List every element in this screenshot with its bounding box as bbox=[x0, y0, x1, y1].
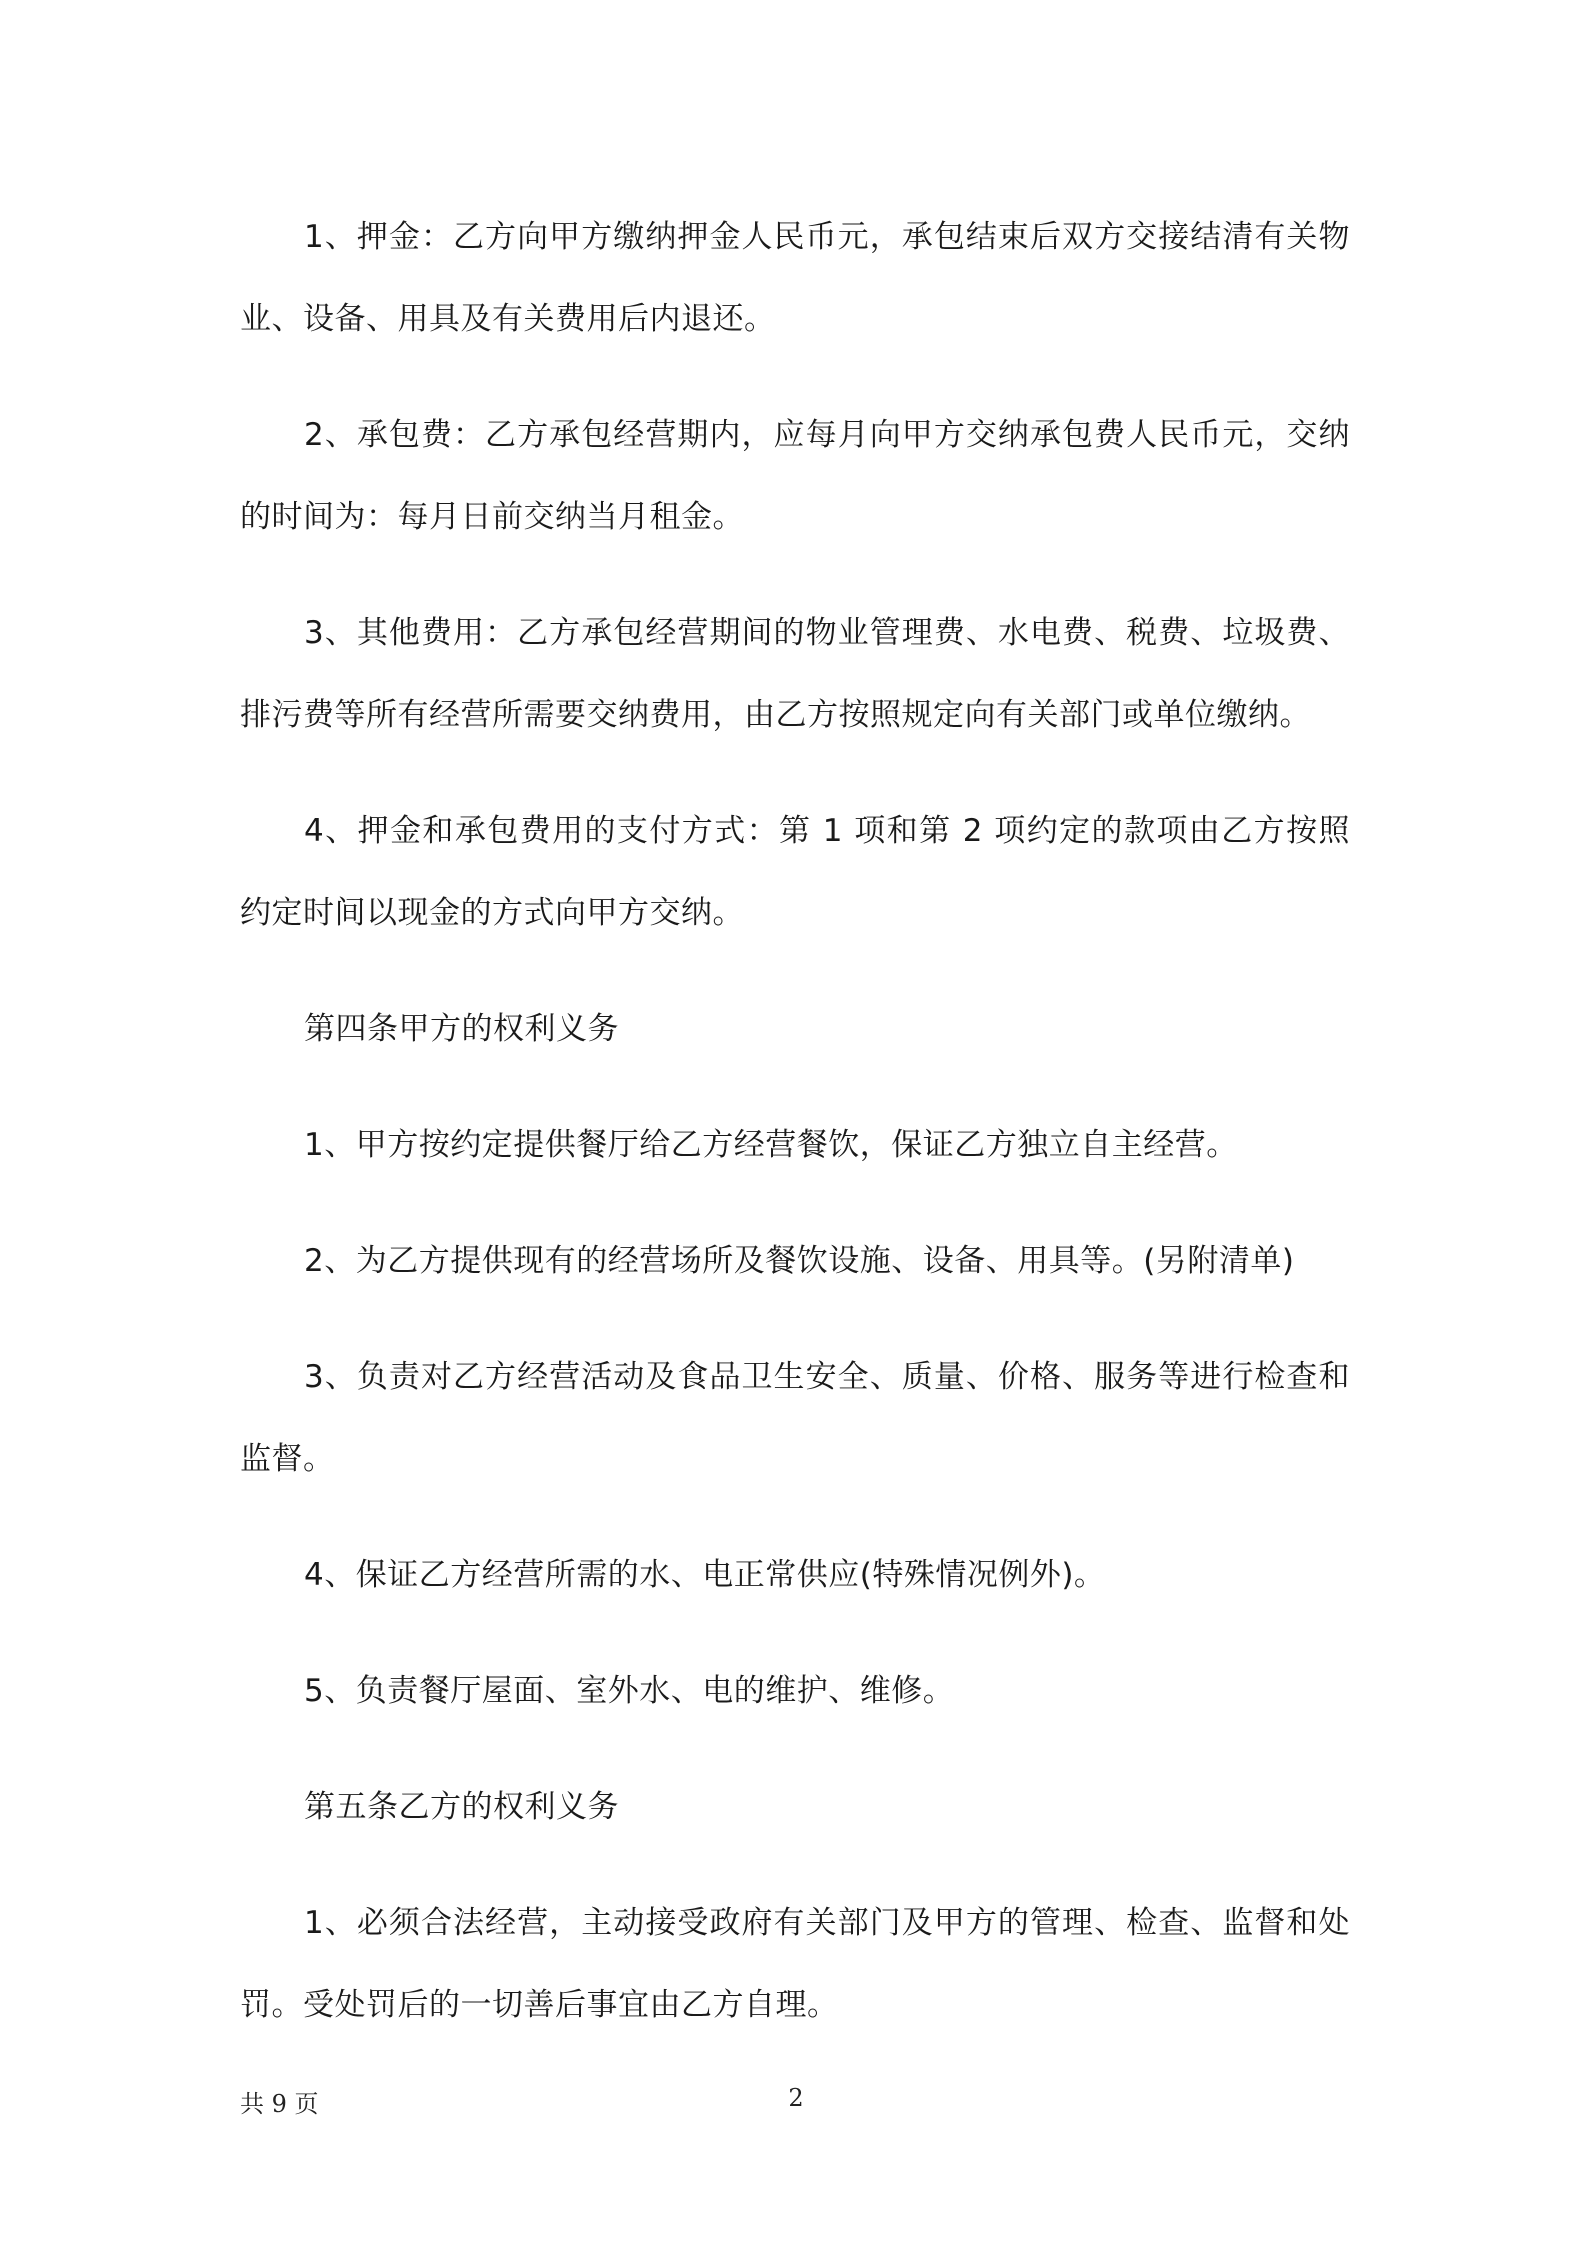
article-5-heading: 第五条乙方的权利义务 bbox=[304, 1789, 619, 1825]
article-5-item-1: 1、必须合法经营，主动接受政府有关部门及甲方的管理、检查、监督和处罚。受处罚后的一切善后事宜由乙方自理。 bbox=[240, 1905, 1350, 2023]
footer-total-pages: 共 9 页 bbox=[240, 2090, 319, 2118]
clause-contract-fee: 2、承包费：乙方承包经营期内，应每月向甲方交纳承包费人民币元，交纳的时间为：每月日前交纳当月租金。 bbox=[240, 417, 1350, 535]
document-body bbox=[240, 196, 1350, 2080]
article-4-item-2: 2、为乙方提供现有的经营场所及餐饮设施、设备、用具等。(另附清单) bbox=[304, 1243, 1295, 1279]
article-4-item-5: 5、负责餐厅屋面、室外水、电的维护、维修。 bbox=[304, 1673, 955, 1709]
article-4-item-1: 1、甲方按约定提供餐厅给乙方经营餐饮，保证乙方独立自主经营。 bbox=[304, 1127, 1238, 1163]
clause-other-fees: 3、其他费用：乙方承包经营期间的物业管理费、水电费、税费、垃圾费、排污费等所有经营所需要交纳费用，由乙方按照规定向有关部门或单位缴纳。 bbox=[240, 615, 1350, 733]
clause-payment-method: 4、押金和承包费用的支付方式：第 1 项和第 2 项约定的款项由乙方按照约定时间以现金的方式向甲方交纳。 bbox=[240, 813, 1350, 931]
article-4-item-4: 4、保证乙方经营所需的水、电正常供应(特殊情况例外)。 bbox=[304, 1557, 1106, 1593]
footer-page-number: 2 bbox=[788, 2084, 804, 2112]
article-4-heading: 第四条甲方的权利义务 bbox=[304, 1011, 619, 1047]
clause-deposit: 1、押金：乙方向甲方缴纳押金人民币元，承包结束后双方交接结清有关物业、设备、用具及有关费用后内退还。 bbox=[240, 219, 1350, 337]
article-4-item-3: 3、负责对乙方经营活动及食品卫生安全、质量、价格、服务等进行检查和监督。 bbox=[240, 1359, 1350, 1477]
